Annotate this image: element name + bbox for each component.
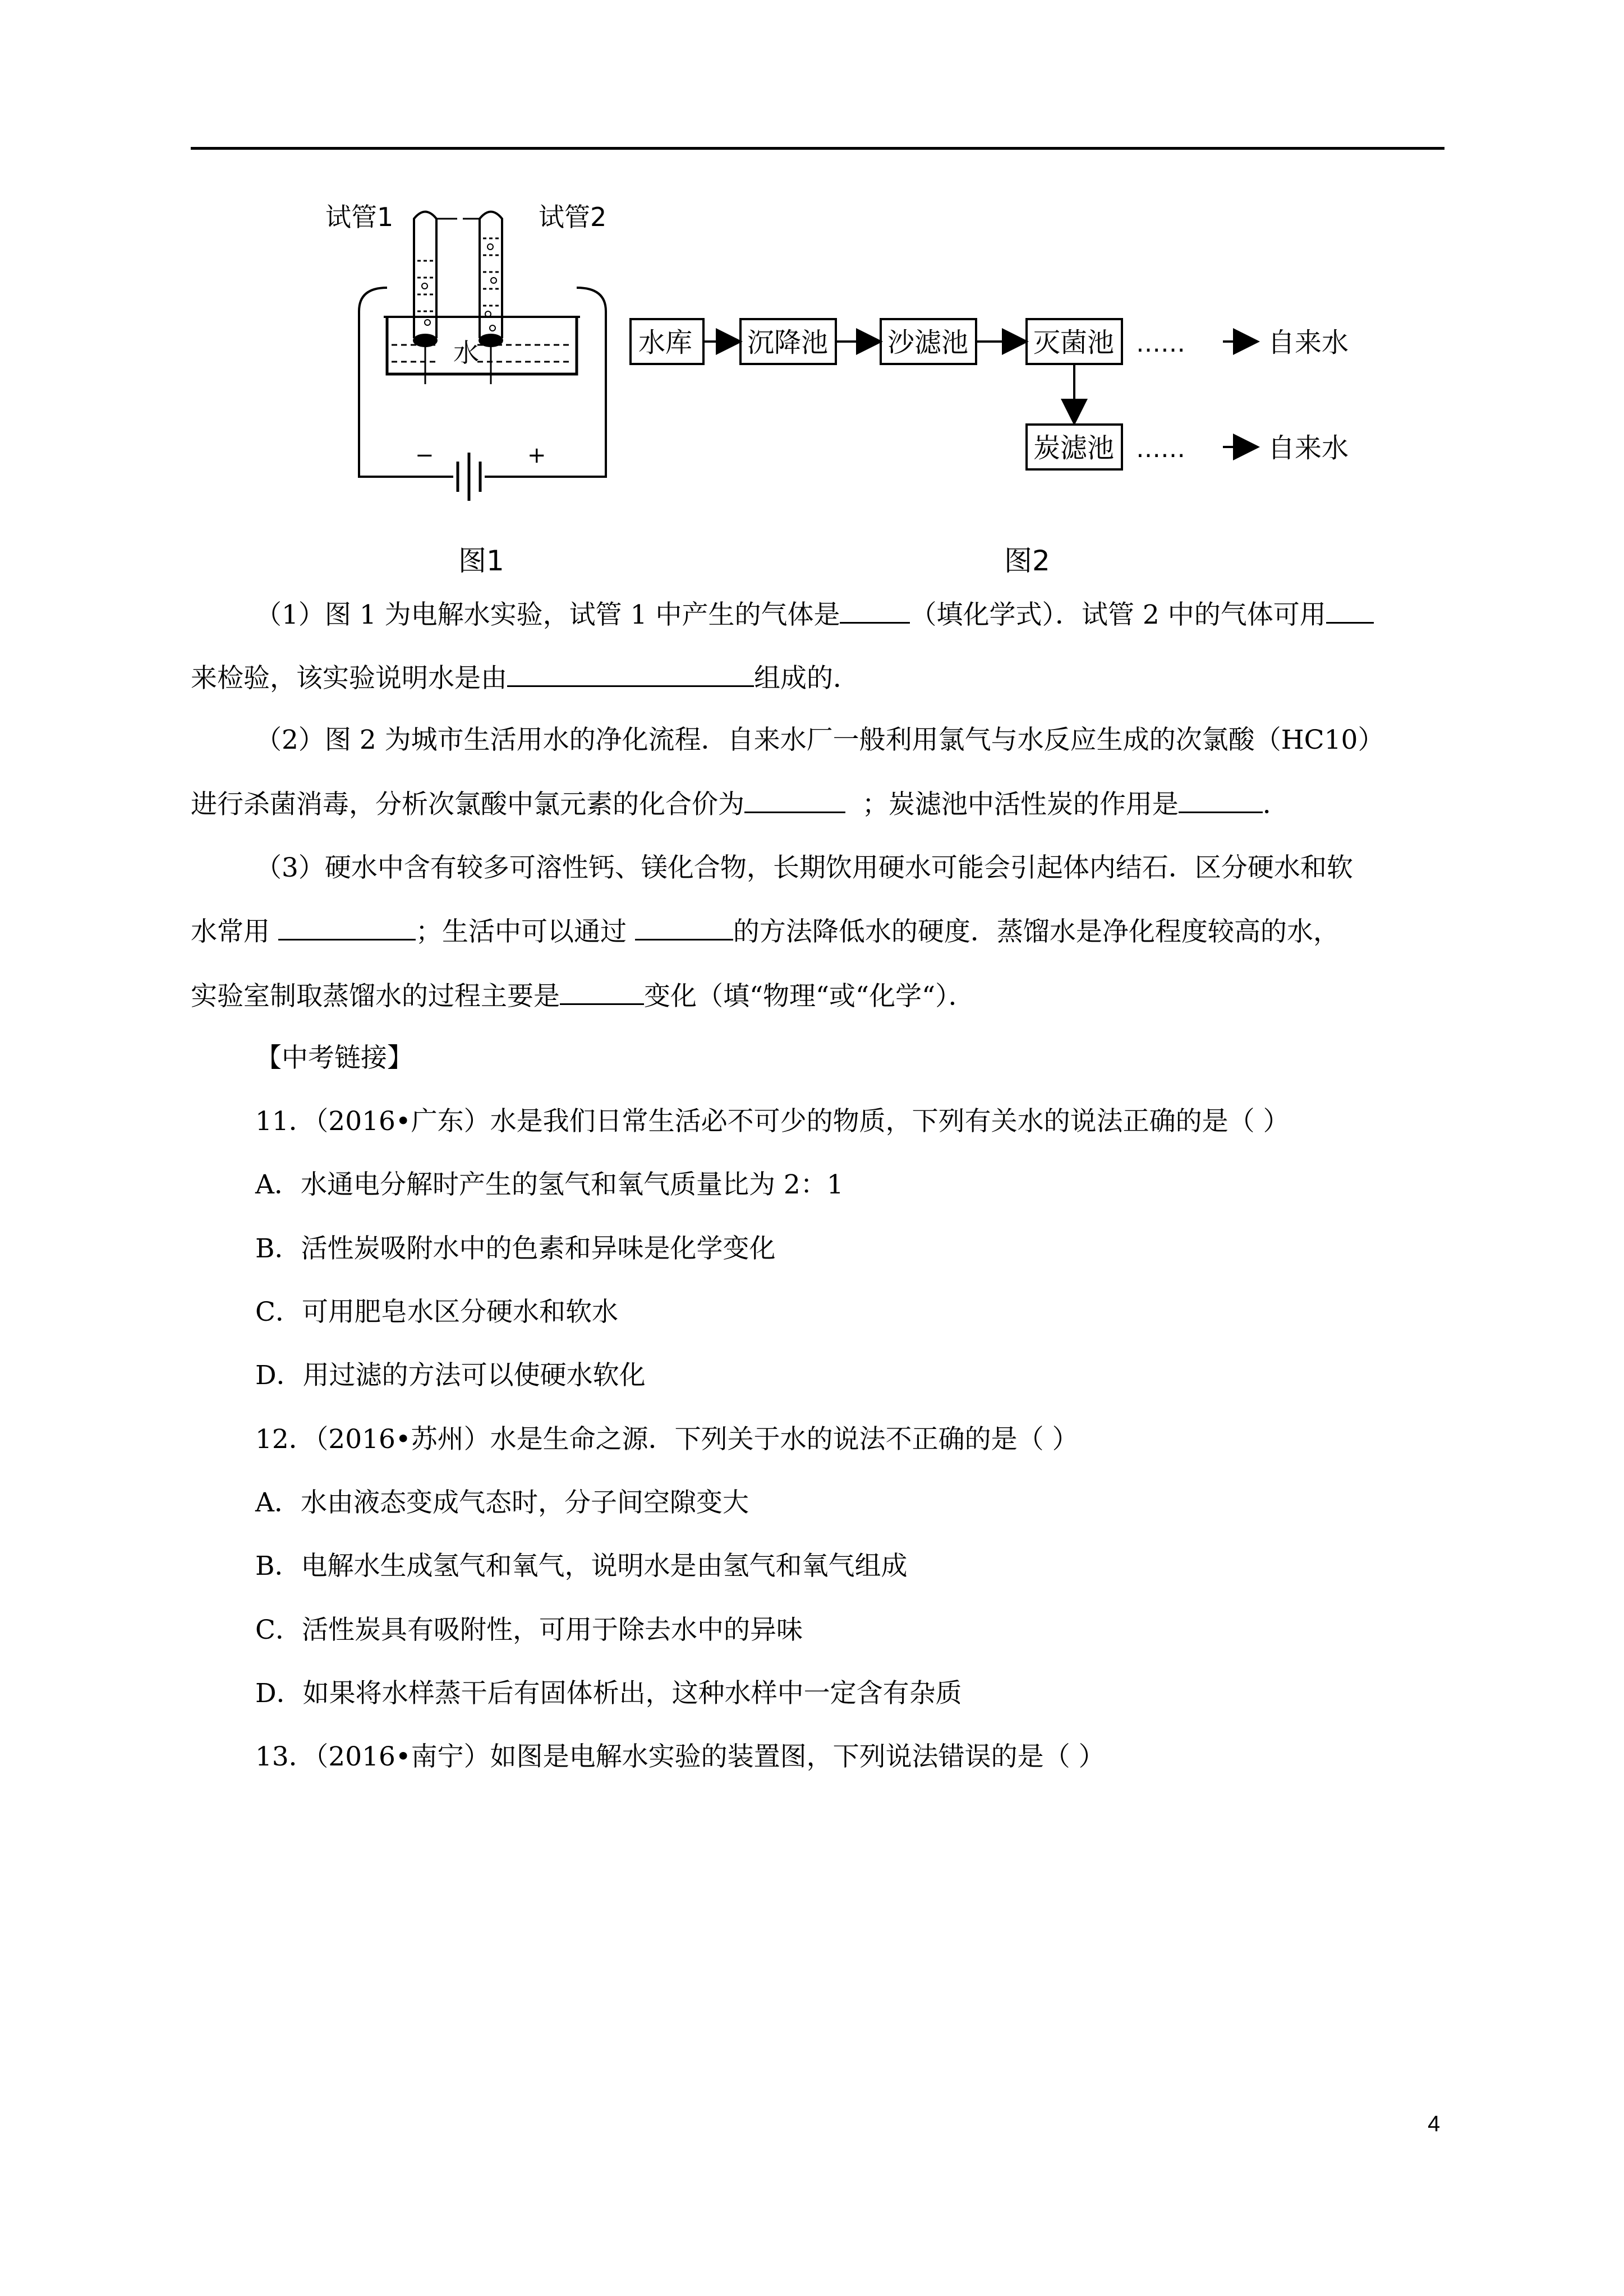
q2-line-1: （2）图 2 为城市生活用水的净化流程．自来水厂一般利用氯气与水反应生成的次氯酸（HC10） <box>255 725 1384 755</box>
question-11-stem: 11．（2016•广东）水是我们日常生活必不可少的物质，下列有关水的说法正确的是（ ） <box>255 1106 1290 1137</box>
question-12-option-d: D．如果将水样蒸干后有固体析出，这种水样中一定含有杂质 <box>255 1678 962 1709</box>
section-title: 【中考链接】 <box>255 1043 413 1073</box>
q3-line-2: 水常用 ；生活中可以通过 的方法降低水的硬度．蒸馏水是净化程度较高的水， <box>191 914 1340 949</box>
q3-line-1: （3）硬水中含有较多可溶性钙、镁化合物，长期饮用硬水可能会引起体内结石．区分硬水和软 <box>255 852 1353 883</box>
question-12-stem: 12．（2016•苏州）水是生命之源．下列关于水的说法不正确的是（ ） <box>255 1424 1079 1455</box>
blank-distinguish-method <box>278 914 416 940</box>
tap-water-label-bottom: 自来水 <box>1268 432 1349 464</box>
blank-change-type <box>560 979 644 1005</box>
tube-1-label: 试管1 <box>325 202 394 232</box>
question-12-option-c: C．活性炭具有吸附性，可用于除去水中的异味 <box>255 1615 803 1645</box>
q2-line-2: 进行杀菌消毒，分析次氯酸中氯元素的化合价为 ；炭滤池中活性炭的作用是 ． <box>191 787 1289 822</box>
carbon-filter-label: 炭滤池 <box>1033 432 1115 464</box>
q1-line-1: （1）图 1 为电解水实验，试管 1 中产生的气体是 （填化学式）．试管 2 中的气体可用 <box>255 597 1374 632</box>
blank-water-composition <box>507 661 754 687</box>
sand-filter-label: 沙滤池 <box>887 327 969 358</box>
blank-carbon-role <box>1179 787 1263 813</box>
tap-water-label-top: 自来水 <box>1268 327 1349 358</box>
question-13-stem: 13．（2016•南宁）如图是电解水实验的装置图，下列说法错误的是（ ） <box>255 1741 1105 1772</box>
header-rule <box>191 147 1444 150</box>
reservoir-label: 水库 <box>638 327 693 358</box>
sterilization-label: 灭菌池 <box>1033 327 1115 358</box>
dots-top: …… <box>1136 329 1185 358</box>
question-12-option-a: A．水由液态变成气态时，分子间空隙变大 <box>255 1487 749 1518</box>
tube-1 <box>414 212 436 339</box>
minus-sign: − <box>415 442 434 468</box>
electrode-1 <box>413 334 438 347</box>
blank-test-method <box>1326 597 1374 624</box>
blank-softening-method <box>635 914 733 940</box>
figure-2-flow <box>628 306 1414 485</box>
blank-gas-formula <box>840 597 910 624</box>
blank-valence <box>744 787 845 813</box>
tube-2-label: 试管2 <box>539 202 607 232</box>
purification-flow-diagram <box>628 306 1414 485</box>
tube-2 <box>480 212 502 339</box>
question-11-option-a: A．水通电分解时产生的氢气和氧气质量比为 2：1 <box>255 1169 844 1200</box>
question-11-option-b: B．活性炭吸附水中的色素和异味是化学变化 <box>255 1233 776 1264</box>
figure-1-caption: 图1 <box>458 545 504 577</box>
figure-1-electrolysis <box>325 193 617 541</box>
page-number: 4 <box>1428 2111 1441 2136</box>
question-11-option-c: C．可用肥皂水区分硬水和软水 <box>255 1297 618 1327</box>
electrode-2 <box>479 334 503 347</box>
question-12-option-b: B．电解水生成氢气和氧气，说明水是由氢气和氧气组成 <box>255 1551 908 1582</box>
plus-sign: + <box>527 442 546 468</box>
figure-2-caption: 图2 <box>1004 545 1050 577</box>
question-11-option-d: D．用过滤的方法可以使硬水软化 <box>255 1360 646 1391</box>
dots-bottom: …… <box>1136 435 1185 463</box>
electrolysis-diagram <box>325 193 617 541</box>
water-label: 水 <box>453 338 479 368</box>
q3-line-3: 实验室制取蒸馏水的过程主要是 变化（填“物理“或“化学“）． <box>191 979 975 1013</box>
settling-label: 沉降池 <box>747 327 829 358</box>
q1-line-2: 来检验，该实验说明水是由 组成的． <box>191 661 859 695</box>
